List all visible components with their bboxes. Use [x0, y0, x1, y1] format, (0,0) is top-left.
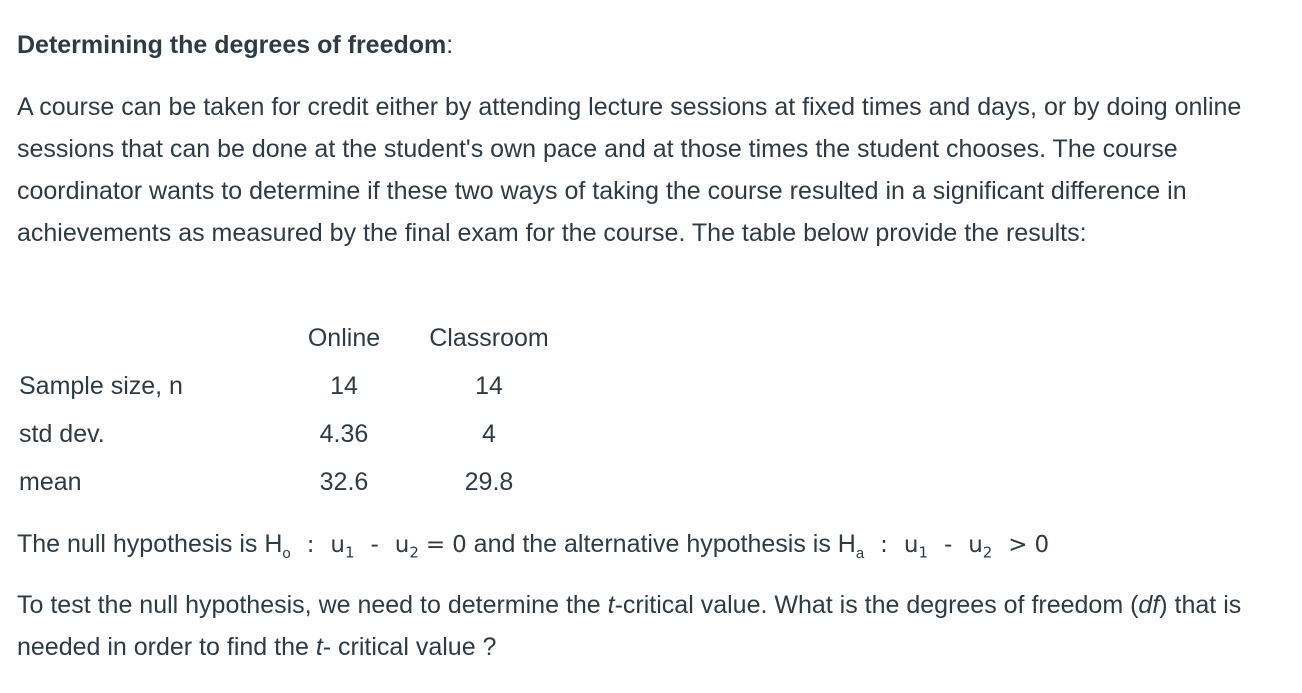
table-header-row	[17, 314, 569, 362]
header-online: Online	[307, 323, 381, 352]
heading-title: Determining the degrees of freedom	[17, 31, 447, 59]
alt-hypothesis-prefix: and the alternative hypothesis is	[473, 530, 831, 558]
hypothesis-line	[17, 525, 1049, 564]
alt-mu2: $u_2$	[968, 532, 993, 562]
null-hypothesis-symbol: $H_o$	[264, 530, 291, 562]
intro-paragraph: A course can be taken for credit either by attending lecture sessions at fixed times and days, or by doing online sessions that can be done at the student's own pace and at those times the student chooses. The course coordinator wants to determine if these two ways of taking the course resulted in a significant difference in achievements as measured by the final exam for the course. The table below provide the results:	[17, 93, 1242, 247]
row-label-mean: mean	[19, 467, 82, 496]
cell-classroom-std-dev: 4	[482, 419, 496, 448]
question-text-3: ) that is needed in order to find the	[17, 591, 1242, 661]
null-value: 0	[452, 532, 467, 558]
alt-mu1: $u_1$	[903, 532, 928, 562]
alt-value: 0	[1034, 532, 1050, 558]
alt-colon: :	[880, 532, 888, 558]
header-blank	[17, 314, 279, 362]
table-row	[17, 362, 569, 410]
section-heading	[17, 28, 453, 62]
table-row	[17, 458, 569, 506]
cell-classroom-mean: 29.8	[464, 467, 514, 496]
table-row	[17, 410, 569, 458]
row-label-std-dev: std dev.	[19, 419, 105, 448]
cell-classroom-sample-size: 14	[475, 371, 503, 400]
header-classroom: Classroom	[429, 323, 549, 352]
alt-hypothesis-symbol: $H_a$	[837, 530, 865, 562]
question-text-2: -critical value. What is the degrees of freedom (	[614, 591, 1139, 619]
question-paragraph	[17, 584, 1289, 668]
question-text-4: - critical value ?	[322, 633, 497, 661]
question-t-italic: t	[607, 591, 615, 619]
null-mu2: $u_2$	[394, 532, 419, 562]
null-relation: =	[425, 532, 446, 558]
cell-online-std-dev: 4.36	[319, 419, 369, 448]
null-hypothesis-prefix: The null hypothesis is	[17, 530, 258, 558]
row-label-sample-size: Sample size, n	[19, 371, 183, 400]
alt-relation: >	[1008, 532, 1028, 558]
null-colon: :	[306, 532, 315, 558]
question-text-1: To test the null hypothesis, we need to determine the	[17, 591, 608, 619]
null-mu1: $u_1$	[330, 532, 355, 562]
alt-minus: -	[943, 532, 953, 558]
heading-colon: :	[446, 31, 454, 59]
results-table	[17, 314, 569, 506]
cell-online-mean: 32.6	[319, 467, 369, 496]
question-df-italic: df	[1138, 591, 1160, 619]
cell-online-sample-size: 14	[330, 371, 358, 400]
question-t2-italic: t	[315, 633, 323, 661]
null-minus: -	[370, 532, 379, 558]
